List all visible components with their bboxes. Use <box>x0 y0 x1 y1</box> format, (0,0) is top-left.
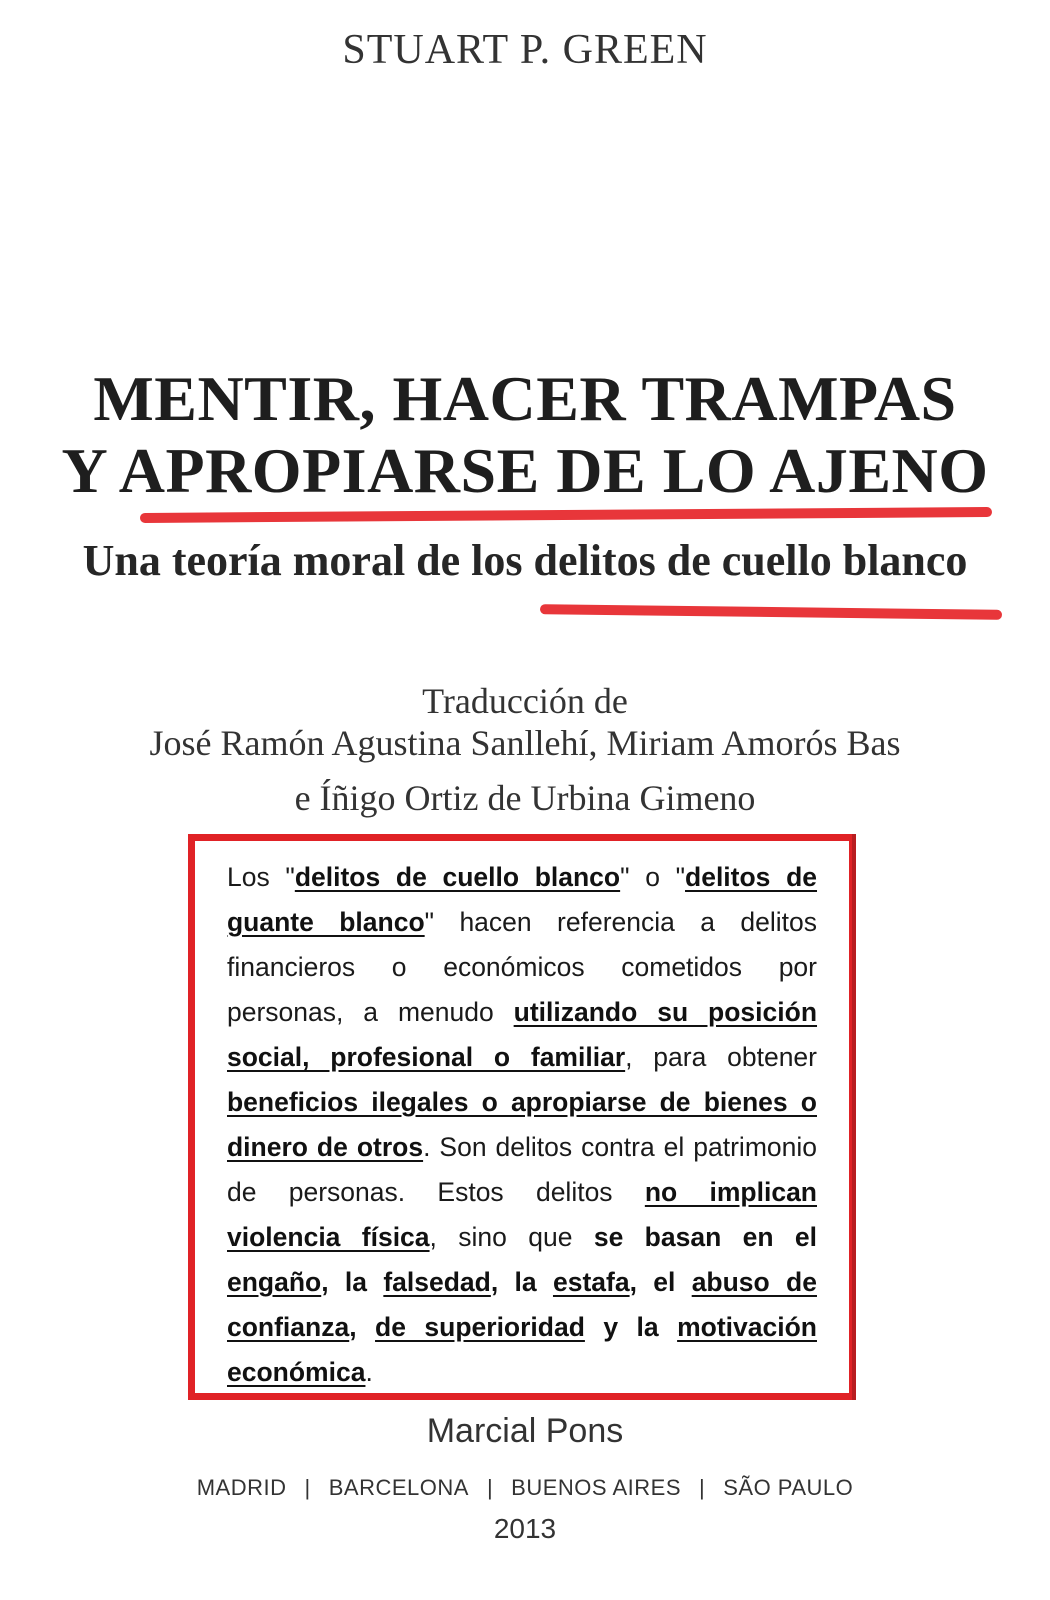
city: SÃO PAULO <box>723 1475 854 1500</box>
city: MADRID <box>196 1475 287 1500</box>
author-name: STUART P. GREEN <box>342 27 708 73</box>
city: BARCELONA <box>328 1475 469 1500</box>
note-bold: se basan en el <box>593 1222 817 1252</box>
note-bold: , <box>349 1312 376 1342</box>
note-text-segment: Los " <box>227 862 295 892</box>
note-bold: , la <box>490 1267 553 1297</box>
annotation-box <box>188 834 856 1400</box>
city-separator: | <box>486 1475 494 1500</box>
book-title-line-2: Y APROPIARSE DE LO AJENO <box>61 435 989 506</box>
publication-year: 2013 <box>493 1513 557 1544</box>
note-highlight: delitos de cuello blanco <box>294 862 621 892</box>
note-highlight: no implican violencia física <box>227 1177 817 1252</box>
note-highlight: utilizando su posición social, profesional o familiar <box>227 997 818 1072</box>
note-text-segment: , para obtener <box>625 1042 817 1072</box>
city-separator: | <box>699 1475 706 1500</box>
book-title-line-1: MENTIR, HACER TRAMPAS <box>93 363 957 434</box>
note-text-segment: . Son delitos contra el patrimonio de personas. Estos delitos <box>227 1132 817 1207</box>
translators-line-1: José Ramón Agustina Sanllehí, Miriam Amorós Bas <box>149 723 901 763</box>
city-separator: | <box>304 1475 311 1500</box>
publisher-name: Marcial Pons <box>426 1412 624 1450</box>
note-highlight: delitos de guante blanco <box>227 862 818 937</box>
red-underline-title <box>140 507 992 523</box>
translation-label: Traducción de <box>422 681 628 721</box>
publisher-cities <box>0 1475 1050 1501</box>
note-highlight: engaño <box>227 1267 322 1297</box>
book-subtitle: Una teoría moral de los delitos de cuello blanco <box>82 536 968 585</box>
note-highlight: de superioridad <box>375 1312 585 1342</box>
note-highlight: motivación económica <box>227 1312 817 1387</box>
note-text-segment: . <box>365 1357 373 1387</box>
note-bold: , la <box>321 1267 384 1297</box>
note-highlight: estafa <box>552 1267 630 1297</box>
note-highlight: falsedad <box>383 1267 491 1297</box>
red-underline-subtitle <box>540 604 1002 620</box>
note-text-segment: , sino que <box>429 1222 594 1252</box>
note-text-segment: " hacen referencia a delitos financieros o económicos cometidos por personas, a menudo <box>227 907 817 1027</box>
note-bold: y la <box>584 1312 678 1342</box>
annotation-text <box>227 855 817 1395</box>
note-highlight: beneficios ilegales o apropiarse de bienes o dinero de otros <box>227 1087 817 1162</box>
note-text-segment: " o " <box>620 862 686 892</box>
translators-line-2: e Íñigo Ortiz de Urbina Gimeno <box>294 778 756 818</box>
note-highlight: abuso de confianza <box>227 1267 817 1342</box>
note-bold: , el <box>629 1267 692 1297</box>
city: BUENOS AIRES <box>511 1475 682 1500</box>
